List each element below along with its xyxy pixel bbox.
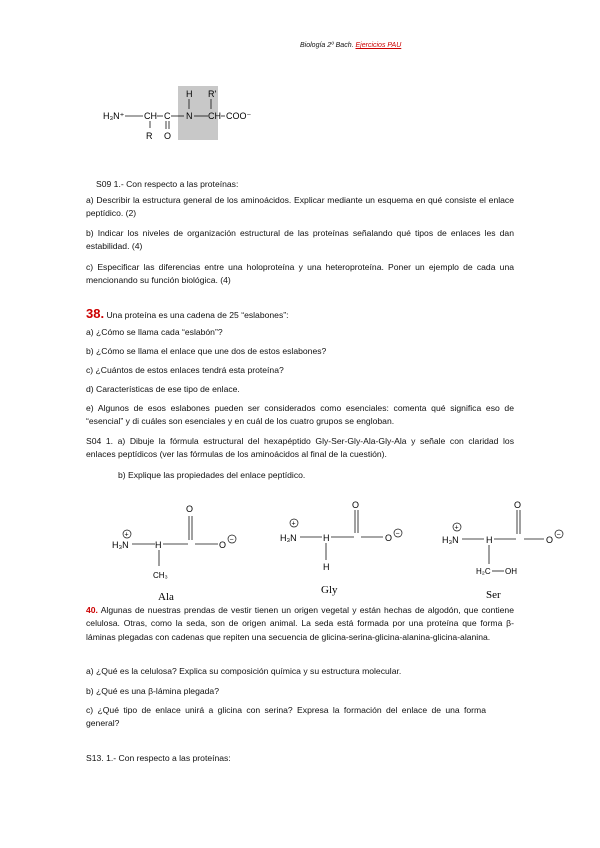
- ser-plus-charge: +: [454, 524, 459, 532]
- gly-label: Gly: [321, 584, 338, 596]
- gly-minus-charge: −: [395, 530, 400, 538]
- ser-alpha-h: H: [486, 535, 493, 545]
- s09-item-c: c) Especificar las diferencias entre una holoproteína y una heteroproteína. Poner un ejemplo de cada una mencionando su función biológica. (4): [86, 262, 514, 286]
- s09-title: S09 1.- Con respecto a las proteínas:: [96, 179, 239, 189]
- ala-carbonyl-o: O: [186, 504, 194, 514]
- side-chain-r-prime: R': [208, 89, 217, 99]
- s09-item-b: b) Indicar los niveles de organización estructural de las proteínas señalando qué tipos de enlaces les dan estabilidad. (4): [86, 228, 514, 252]
- ser-carboxyl-o: O: [546, 535, 554, 545]
- s09-item-a: a) Describir la estructura general de los aminoácidos. Explicar mediante un esquema en qué consiste el enlace peptídico. (2): [86, 195, 514, 219]
- side-chain-r: R: [146, 131, 153, 141]
- amino-group: H₃N⁺: [103, 111, 125, 121]
- q40-item-c: c) ¿Qué tipo de enlace unirá a glicina con serina? Expresa la formación del enlace de una forma general?: [86, 705, 486, 729]
- s13-title: S13. 1.- Con respecto a las proteínas:: [86, 753, 231, 763]
- q40-paragraph: [86, 604, 514, 644]
- amino-acid-structures: [100, 496, 580, 608]
- alpha-carbon-right: CH: [208, 111, 221, 121]
- gly-carbonyl-o: O: [352, 500, 360, 510]
- alanine-structure: [112, 504, 236, 603]
- header-link[interactable]: Ejercicios PAU: [355, 42, 402, 49]
- q38-number: 38.: [86, 306, 105, 321]
- s04-item-a: S04 1. a) Dibuje la fórmula estructural del hexapéptido Gly-Ser-Gly-Ala-Gly-Ala y señale con claridad los enlaces peptídicos (ver las fórmulas de los aminoácidos al final de la cuestión).: [86, 436, 514, 460]
- ala-amino-group: H₃N: [112, 540, 129, 550]
- ala-plus-charge: +: [124, 531, 129, 539]
- ala-label: Ala: [158, 591, 174, 603]
- q40-item-b: b) ¿Qué es una β-lámina plegada?: [86, 686, 219, 696]
- q38-item-b: b) ¿Cómo se llama el enlace que une dos de estos eslabones?: [86, 346, 327, 356]
- ala-alpha-h: H: [155, 540, 162, 550]
- q38-intro: Una proteína es una cadena de 25 “eslabones”:: [104, 310, 289, 320]
- q38-item-d: d) Características de ese tipo de enlace.: [86, 384, 240, 394]
- carbonyl-carbon: C: [164, 111, 171, 121]
- q40-item-a: a) ¿Qué es la celulosa? Explica su composición química y su estructura molecular.: [86, 666, 402, 676]
- ser-minus-charge: −: [556, 531, 561, 539]
- carbonyl-oxygen: O: [164, 131, 172, 141]
- ser-side-oh: OH: [505, 567, 517, 576]
- ser-amino-group: H₃N: [442, 535, 459, 545]
- gly-amino-group: H₃N: [280, 533, 297, 543]
- page-header: [300, 42, 401, 49]
- ser-carbonyl-o: O: [514, 500, 522, 510]
- q38-item-e: e) Algunos de esos eslabones pueden ser considerados como esenciales: comenta qué significa eso de “esencial” y di cuáles son esenciales y en cuál de los cuatro grupos se engloban.: [86, 403, 514, 427]
- ala-side-chain: CH₃: [153, 571, 168, 580]
- q38-item-c: c) ¿Cuántos de estos enlaces tendrá esta proteína?: [86, 365, 284, 375]
- q40-number: 40.: [86, 605, 98, 615]
- amide-hydrogen: H: [186, 89, 193, 99]
- q38-item-a: a) ¿Cómo se llama cada “eslabón”?: [86, 327, 223, 337]
- header-prefix: Biología 2º Bach.: [300, 42, 354, 49]
- ala-carboxyl-o: O: [219, 540, 227, 550]
- gly-carboxyl-o: O: [385, 533, 393, 543]
- gly-side-h: H: [323, 562, 330, 572]
- carboxylate-group: COO⁻: [226, 111, 252, 121]
- q38-intro-line: [86, 308, 289, 321]
- alpha-carbon-left: CH: [144, 111, 157, 121]
- peptide-bond-diagram: [100, 86, 280, 142]
- gly-plus-charge: +: [291, 520, 296, 528]
- ser-label: Ser: [486, 589, 501, 601]
- ala-minus-charge: −: [229, 536, 234, 544]
- glycine-structure: [280, 500, 402, 596]
- amide-nitrogen: N: [186, 111, 193, 121]
- q40-text: Algunas de nuestras prendas de vestir tienen un origen vegetal y están hechas de algodón, que contiene celulosa. Otras, como la seda, son de origen animal. La seda está formada por una proteína que forma β-láminas plegadas con cadenas que repiten una secuencia de glicina-serina-glicina-alanina-glicina-alanina.: [86, 605, 514, 642]
- serine-structure: [442, 500, 563, 601]
- gly-alpha-h: H: [323, 533, 330, 543]
- s04-item-b: b) Explique las propiedades del enlace peptídico.: [118, 470, 306, 480]
- ser-side-ch2: H₂C: [476, 567, 491, 576]
